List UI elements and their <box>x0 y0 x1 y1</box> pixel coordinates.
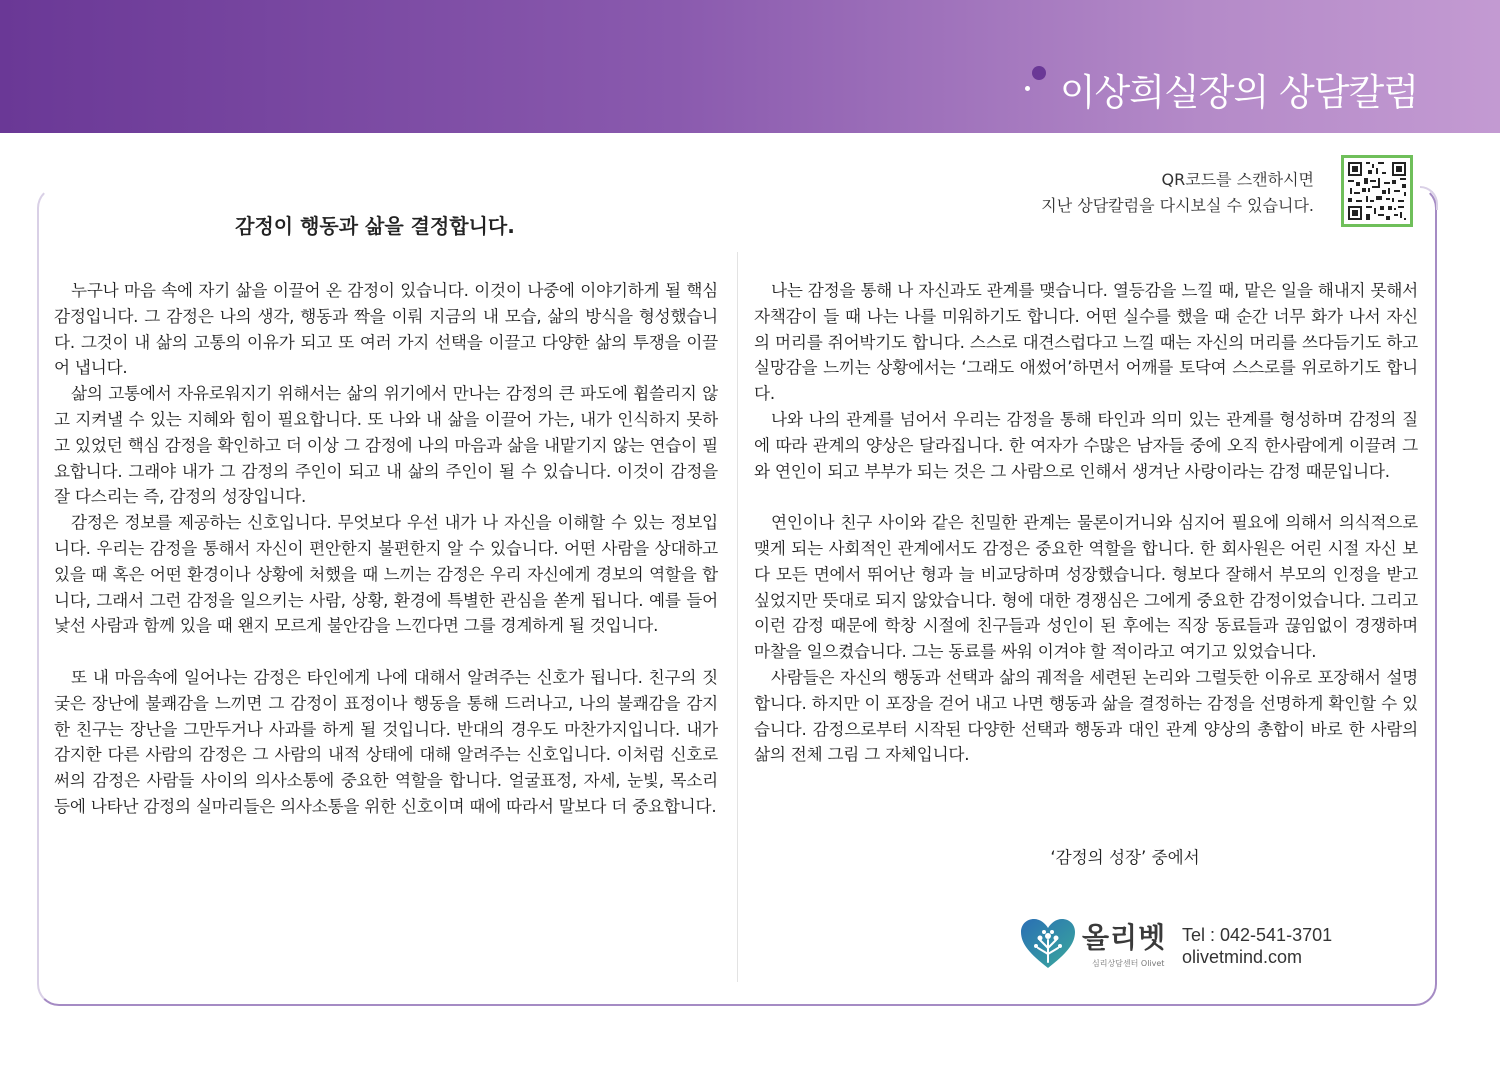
left-column <box>54 278 718 820</box>
paragraph: 나는 감정을 통해 나 자신과도 관계를 맺습니다. 열등감을 느낄 때, 맡은 일을 해내지 못해서 자책감이 들 때 나는 나를 미워하기도 합니다. 어떤 실수를 했을 때 순간 너무 화가 나서 자신의 머리를 쥐어박기도 합니다. 스스로 대견스럽다고 느낄 때는 자신의 머리를 쓰다듬기도 하고 실망감을 느끼는 상황에서는 ‘그래도 애썼어’하면서 어깨를 토닥여 스스로를 위로하기도 합니다. <box>754 281 1418 404</box>
website-link[interactable]: olivetmind.com <box>1182 947 1303 967</box>
header-dot-icon <box>1032 66 1046 80</box>
qr-pattern <box>1344 158 1410 224</box>
heart-tree-icon <box>1020 918 1076 970</box>
qr-note-line2: 지난 상담칼럼을 다시보실 수 있습니다. <box>1041 196 1314 215</box>
qr-code-icon[interactable] <box>1341 155 1413 227</box>
logo-subtitle: 심리상담센터 Olivet <box>1092 959 1165 968</box>
article-source: ‘감정의 성장’ 중에서 <box>1050 848 1200 867</box>
column-series-title: 이상희실장의 상담칼럼 <box>1059 71 1418 114</box>
header-banner <box>0 0 1500 133</box>
contact-info <box>1182 924 1332 968</box>
phone-number: Tel : 042-541-3701 <box>1182 925 1333 945</box>
paragraph: 또 내 마음속에 일어나는 감정은 타인에게 나에 대해서 알려주는 신호가 됩니다. 친구의 짓궂은 장난에 불쾌감을 느끼면 그 감정이 표정이나 행동을 통해 드러나고, 나의 불쾌감을 감지한 친구는 장난을 그만두거나 사과를 하게 될 것입니다. 반대의 경우도 마찬가지입니다. 내가 감지한 다른 사람의 감정은 그 사람의 내적 상태에 대해 알려주는 신호입니다. 이처럼 신호로써의 감정은 사람들 사이의 의사소통에 중요한 역할을 합니다. 얼굴표정, 자세, 눈빛, 목소리 등에 나타난 감정의 실마리들은 의사소통을 위한 신호이며 때에 따라서 말보다 더 중요합니다. <box>54 667 718 816</box>
paragraph: 나와 나의 관계를 넘어서 우리는 감정을 통해 타인과 의미 있는 관계를 형성하며 감정의 질에 따라 관계의 양상은 달라집니다. 한 여자가 수많은 남자들 중에 오직 한사람에게 이끌려 그와 연인이 되고 부부가 되는 것은 그 사람으로 인해서 생겨난 사랑이라는 감정 때문입니다. <box>754 409 1418 481</box>
qr-note-line1: QR코드를 스캔하시면 <box>1161 170 1314 189</box>
right-column <box>754 278 1418 768</box>
logo-name: 올리벳 <box>1082 921 1167 954</box>
paragraph-gap <box>754 484 1418 510</box>
frame-corner <box>1420 186 1438 210</box>
paragraph: 누구나 마음 속에 자기 삶을 이끌어 온 감정이 있습니다. 이것이 나중에 이야기하게 될 핵심 감정입니다. 그 감정은 나의 생각, 행동과 짝을 이뤄 지금의 내 모습, 삶의 방식을 형성했습니다. 그것이 내 삶의 고통의 이유가 되고 또 여러 가지 선택을 이끌고 다양한 삶의 투쟁을 이끌어 냅니다. <box>54 281 718 378</box>
bullet-dot-icon <box>1025 86 1030 91</box>
paragraph-gap <box>54 639 718 665</box>
qr-note <box>1041 167 1314 219</box>
paragraph: 감정은 정보를 제공하는 신호입니다. 무엇보다 우선 내가 나 자신을 이해할 수 있는 정보입니다. 우리는 감정을 통해서 자신이 편안한지 불편한지 알 수 있습니다. 어떤 사람을 상대하고 있을 때 혹은 어떤 환경이나 상황에 처했을 때 느끼는 감정은 우리 자신에게 경보의 역할을 합니다, 그래서 그런 감정을 일으키는 사람, 상황, 환경에 특별한 관심을 쏟게 됩니다. 예를 들어 낯선 사람과 함께 있을 때 왠지 모르게 불안감을 느낀다면 그를 경계하게 될 것입니다. <box>54 513 718 636</box>
paragraph: 연인이나 친구 사이와 같은 친밀한 관계는 물론이거니와 심지어 필요에 의해서 의식적으로 맺게 되는 사회적인 관계에서도 감정은 중요한 역할을 합니다. 한 회사원은 어린 시절 자신 보다 모든 면에서 뛰어난 형과 늘 비교당하며 성장했습니다. 형보다 잘해서 부모의 인정을 받고 싶었지만 뜻대로 되지 않았습니다. 형에 대한 경쟁심은 그에게 중요한 감정이었습니다. 그리고 이런 감정 때문에 학창 시절에 친구들과 성인이 된 후에는 직장 동료들과 끊임없이 경쟁하며 마찰을 일으켰습니다. 그는 동료를 싸워 이겨야 할 적이라고 여기고 있었습니다. <box>754 513 1418 662</box>
paragraph: 삶의 고통에서 자유로워지기 위해서는 삶의 위기에서 만나는 감정의 큰 파도에 휩쓸리지 않고 지켜낼 수 있는 지혜와 힘이 필요합니다. 또 나와 내 삶을 이끌어 가는, 내가 인식하지 못하고 있었던 핵심 감정을 확인하고 더 이상 그 감정에 나의 마음과 삶을 내맡기지 않는 연습이 필요합니다. 그래야 내가 그 감정의 주인이 되고 내 삶의 주인이 될 수 있습니다. 이것이 감정을 잘 다스리는 즉, 감정의 성장입니다. <box>54 384 718 507</box>
article-title: 감정이 행동과 삶을 결정합니다. <box>235 214 515 238</box>
column-divider <box>737 252 738 982</box>
paragraph: 사람들은 자신의 행동과 선택과 삶의 궤적을 세련된 논리와 그럴듯한 이유로 포장해서 설명합니다. 하지만 이 포장을 걷어 내고 나면 행동과 삶을 결정하는 감정을 선명하게 확인할 수 있습니다. 감정으로부터 시작된 다양한 선택과 행동과 대인 관계 양상의 총합이 바로 한 사람의 삶의 전체 그림 그 자체입니다. <box>754 667 1418 765</box>
